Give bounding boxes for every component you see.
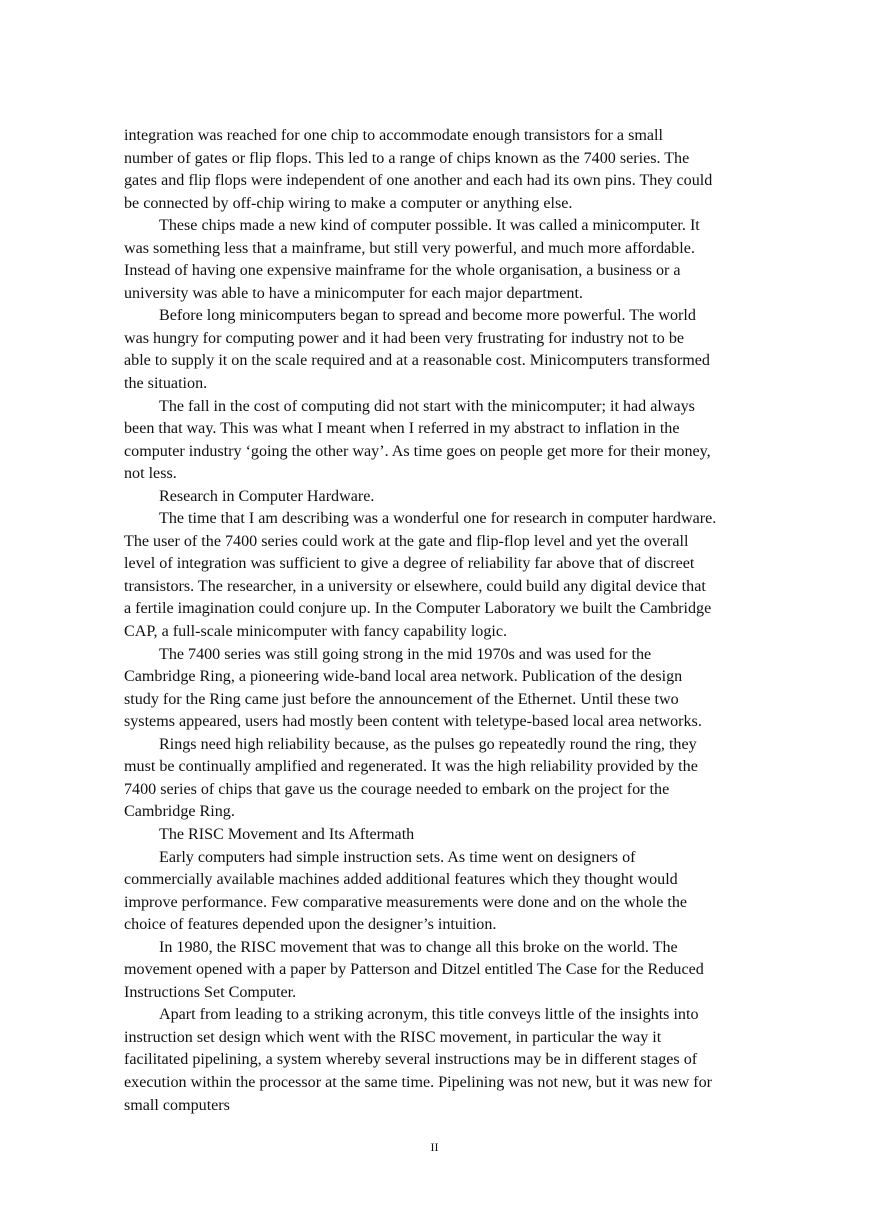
text-line: systems appeared, users had mostly been content with teletype-based local area networks. (124, 713, 702, 731)
text-line: improve performance. Few comparative measurements were done and on the whole the (124, 893, 688, 911)
text-line: university was able to have a minicomputer for each major department. (124, 284, 583, 302)
text-line: 7400 series of chips that gave us the courage needed to embark on the project for the (124, 780, 670, 798)
text-line: computer industry ‘going the other way’. As time goes on people get more for their money, (124, 442, 711, 460)
paragraph (124, 215, 774, 305)
text-line: CAP, a full-scale minicomputer with fancy capability logic. (124, 623, 508, 641)
page-number: II (430, 1140, 439, 1154)
paragraph (124, 847, 774, 937)
text-line: commercially available machines added additional features which they thought would (124, 871, 678, 889)
text-line: Apart from leading to a striking acronym, this title conveys little of the insights into (159, 1006, 699, 1024)
text-line: Instructions Set Computer. (124, 983, 297, 1001)
text-line: integration was reached for one chip to accommodate enough transistors for a small (124, 127, 663, 144)
text-line: Instead of having one expensive mainframe for the whole organisation, a business or a (124, 262, 681, 280)
text-line: The RISC Movement and Its Aftermath (159, 825, 415, 843)
text-line: Research in Computer Hardware. (159, 487, 375, 505)
text-line: The fall in the cost of computing did not start with the minicomputer; it had always (159, 397, 695, 415)
text-line: The time that I am describing was a wonderful one for research in computer hardware. (159, 510, 717, 528)
text-line: study for the Ring came just before the announcement of the Ethernet. Until these two (124, 690, 679, 708)
text-line: choice of features depended upon the designer’s intuition. (124, 916, 497, 934)
text-line: Rings need high reliability because, as the pulses go repeatedly round the ring, they (159, 735, 697, 753)
text-line: Cambridge Ring, a pioneering wide-band local area network. Publication of the design (124, 668, 683, 686)
text-line: a fertile imagination could conjure up. In the Computer Laboratory we built the Cambridge (124, 600, 712, 618)
paragraph (124, 1004, 774, 1117)
text-line: not less. (124, 465, 177, 483)
text-line: execution within the processor at the same time. Pipelining was not new, but it was new for (124, 1073, 713, 1091)
paragraph (124, 396, 774, 486)
text-line: movement opened with a paper by Patterson and Ditzel entitled The Case for the Reduced (124, 961, 704, 979)
text-line: was hungry for computing power and it had been very frustrating for industry not to be (124, 329, 685, 347)
text-line: Before long minicomputers began to spread and become more powerful. The world (159, 307, 696, 325)
body-text (124, 125, 774, 1117)
paragraph (124, 937, 774, 1005)
text-line: been that way. This was what I meant when I referred in my abstract to inflation in the (124, 420, 680, 438)
text-line: Early computers had simple instruction sets. As time went on designers of (159, 848, 636, 866)
paragraph (124, 305, 774, 395)
text-line: facilitated pipelining, a system whereby several instructions may be in different stages of (124, 1051, 698, 1069)
text-line: transistors. The researcher, in a university or elsewhere, could build any digital device that (124, 577, 706, 595)
text-line: The 7400 series was still going strong in the mid 1970s and was used for the (159, 645, 652, 663)
text-line: level of integration was sufficient to give a degree of reliability far above that of discreet (124, 555, 695, 573)
text-line: able to supply it on the scale required and at a reasonable cost. Minicomputers transformed (124, 352, 710, 370)
text-line: The user of the 7400 series could work at the gate and flip-flop level and yet the overall (124, 532, 689, 550)
text-line: instruction set design which went with the RISC movement, in particular the way it (124, 1028, 662, 1046)
paragraph (124, 486, 774, 509)
text-line: gates and flip flops were independent of one another and each had its own pins. They could (124, 172, 713, 190)
text-line: In 1980, the RISC movement that was to change all this broke on the world. The (159, 938, 678, 956)
paragraph (124, 644, 774, 734)
text-line: be connected by off-chip wiring to make a computer or anything else. (124, 194, 573, 212)
text-line: was something less that a mainframe, but still very powerful, and much more affordable. (124, 239, 695, 257)
text-line: Cambridge Ring. (124, 803, 235, 821)
paragraph (124, 734, 774, 824)
paragraph (124, 824, 774, 847)
text-line: the situation. (124, 375, 208, 393)
paragraph (124, 125, 774, 215)
paragraph (124, 508, 774, 643)
text-line: small computers (124, 1096, 230, 1114)
text-line: These chips made a new kind of computer possible. It was called a minicomputer. It (159, 217, 700, 235)
text-line: number of gates or flip flops. This led to a range of chips known as the 7400 series. The (124, 149, 690, 167)
text-line: must be continually amplified and regenerated. It was the high reliability provided by the (124, 758, 698, 776)
